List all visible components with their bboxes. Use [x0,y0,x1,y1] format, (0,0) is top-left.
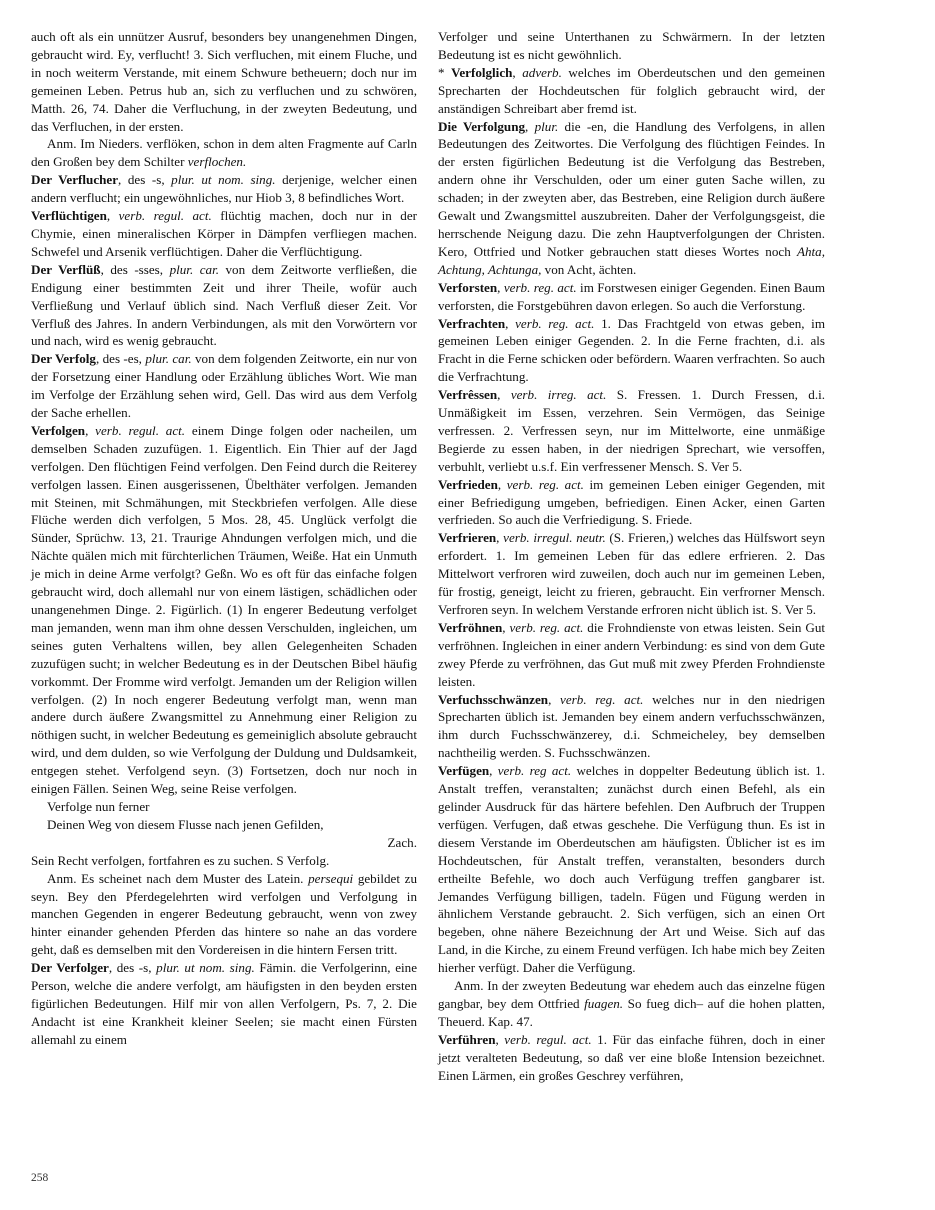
grammar-note: verb. regul. act. [504,1031,592,1047]
grammar-note: verb. irregul. neutr. [503,530,606,546]
text-run: flüchtig machen, doch nur in der Chymie, einen mineralischen Körper in Dämpfen verfliegen machen. Schwefel und Arsenik verflüchtigen. Daher die Verflüchtigung. [31,208,417,259]
text-run: Fämin. die Verfolgerinn, eine Person, welche die andere verfolgt, am häufigsten in den beyden ersten figürlichen Bedeutungen. Hilf mir von allen Verfolgern, Ps. 7, 2. Die Andacht ist eine Krankheit kleiner Seelen; sie macht einen Fürsten allemahl zu einem [31,960,418,1047]
text-run: welches nur in den niedrigen Sprecharten üblich ist. Jemanden bey einem andern verfuchsschwänzen, ihm durch Fuchsschwänzerey, d.i. Schmeicheley, bey demselben nachtheilig werden. S. Fuchsschwänzen. [438,691,825,761]
text-run: * [438,64,452,80]
text-run: von dem Zeitworte verfließen, die Endigung einer bestimmten Zeit und ihrer Theile, wofür auch Verfließung und Verlauf üblich sind. Nach Verfluß dieser Zeit. Vor Verfluß des Jahres. In andern Verbindungen, als mit den Vorwörtern vor und nach, wird es wenig gebraucht. [31,261,417,349]
grammar-note: verb. reg. act. [560,691,644,707]
grammar-note: Ahta, Achtung, Achtunga, [438,243,825,277]
entry-paragraph [31,422,417,798]
text-run: So fueg dich– auf die hohen platten, Theuerd. Kap. 47. [438,995,825,1029]
headword: Verfügen [438,763,490,779]
grammar-note: verb. reg. act. [509,619,584,635]
entry-paragraph [31,852,417,870]
text-run: Verfolger und seine Unterthanen zu Schwärmern. In der letzten Bedeutung ist es nicht gewöhnlich. [438,29,825,62]
entry-paragraph [31,171,417,207]
annotation-paragraph [31,135,417,171]
page-number: 258 [31,1172,49,1184]
entry-paragraph [438,64,825,118]
headword: Die Verfolgung [438,118,526,134]
grammar-note: verb. regul. act. [95,422,186,438]
text-run: auch oft als ein unnützer Ausruf, besonders bey unangenehmen Dingen, gebraucht wird. Ey, verflucht! 3. Sich verfluchen, mit einem Fluche, und in noch weiterm Verstande, mit einem Schwure betheuern; doch nur im gemeinen Leben. Petrus hub an, sich zu verfluchen und zu schwören, Matth. 26, 74. Daher die Verfluchung, in der zweyten Bedeutung, und das Verfluchen, in der ersten. [31,29,417,134]
text-run: Deinen Weg von diesem Flusse nach jenen Gefilden, [47,816,324,832]
text-run: welches im Oberdeutschen und den gemeinen Sprecharten der Hochdeutschen für folglich gebraucht wird, der anständigen Schreibart aber fremd ist. [438,64,826,116]
grammar-note: verb. reg. act. [503,279,577,295]
headword: Verfolglich [451,64,513,80]
grammar-note: plur. car. [145,351,192,367]
entry-paragraph [31,28,417,135]
entry-paragraph [438,691,825,763]
grammar-note: persequi [308,870,354,886]
text-run: Verfolge nun ferner [47,798,150,814]
text-run: , [106,208,119,224]
entry-paragraph [438,279,825,315]
grammar-note: plur. ut nom. sing. [156,960,255,976]
text-run: 1. Das Frachtgeld von etwas geben, im gemeinen Leben einiger Gegenden. 2. In die Ferne frachten, d.i. als Fracht in die Ferne schicken oder befördern. Waaren verfrachten. So auch die Verfrachtung. [438,315,826,385]
text-run: , [497,387,511,403]
text-run: im gemeinen Leben einiger Gegenden, mit einer Befriedigung umgeben, befriedigen. Einen Acker, einen Garten verfrieden. So auch die Verfriedigung. S. Friede. [438,476,825,528]
grammar-note: verb. regul. act. [118,208,212,224]
entry-paragraph [438,118,825,279]
headword: Verführen [438,1031,496,1047]
text-run: im Forstwesen einiger Gegenden. Einen Baum verforsten, die Forstgebühren davon erlegen. So auch die Verforstung. [438,279,826,313]
headword: Verfrachten [438,315,506,331]
entry-paragraph [438,619,825,691]
right-column [438,28,825,1084]
headword: Verflüchtigen [31,208,107,224]
text-run: , [85,422,96,438]
entry-paragraph [438,28,825,64]
text-run: , [525,118,535,134]
text-run: von dem folgenden Zeitworte, ein nur von der Forsetzung einer Handlung oder Erzählung übliches Wort. Wie man im Verfolge der Erzählung sehen wird, Gell. Das wird aus dem Verfolg der Sache erhellen. [31,351,417,421]
text-run: , [505,315,516,331]
text-run: S. Fressen. 1. Durch Fressen, d.i. Unmäßigkeit im Essen, verzehren. Sein Vermögen, das Seinige verfressen. 2. Verfressen seyn, nur im Mittelworte, eine unmäßige Begierde zu essen haben, in der niedrigen Sprechart, wie versoffen, verbuhlt, verliebt u.s.f. Ein verfressener Mensch. S. Ver 5. [438,387,825,474]
headword: Verfuchsschwänzen [438,691,549,707]
text-run: Zach. [387,834,417,850]
text-run: die -en, die Handlung des Verfolgens, in allen Bedeutungen des Zeitwortes. Die Verfolgung des flüchtigen Feindes. In der ersten figürlichen Bedeutung ist die Verfolgung das Bestreben, andern ohne ihr Verschulden, oder um einer guten Sache willen, zu schaden; in der zweyten aber, das Bestreben, eine Religion durch äußere Gewalt und Zwangsmittel auszubreiten. Daher der Verfolgungsgeist, die herrschende Neigung dazu. Die zehn Hauptverfolgungen der Christen. Kero, Ottfried und Notker gebrauchen statt dieses Wortes noch [438,118,826,259]
headword: Verfrieden [438,476,498,492]
text-run: , des -s, [118,172,172,188]
entry-paragraph [438,476,825,530]
grammar-note: plur. car. [169,261,219,277]
verse-line [31,798,417,816]
text-run: , [512,64,523,80]
headword: Der Verfolg [31,351,96,367]
text-run: , [497,476,507,492]
entry-paragraph [438,1031,825,1085]
text-run: Sein Recht verfolgen, fortfahren es zu suchen. S Verfolg. [31,852,330,868]
grammar-note: plur. ut nom. sing. [171,172,276,188]
grammar-note: verb. reg. act. [515,315,595,331]
text-run: die Frohndienste von etwas leisten. Sein Gut verfröhnen. Ingleichen in einer andern Verbindung: es sind von dem Gute zwey Pferde zu verfröhnen, das Gut muß mit zwey Pferden Frohndienste leisten. [438,619,826,689]
text-run: derjenige, welcher einen andern verflucht; ein ungewöhnliches, nur Hiob 3, 8 befindliches Wort. [31,172,417,206]
text-run: , [496,530,504,546]
text-run: , [489,763,498,779]
text-run: Anm. Im Nieders. verflöken, schon in dem alten Fragmente auf Carln den Großen bey dem Schilter [31,136,417,170]
grammar-note: adverb. [522,64,562,80]
left-column [31,28,417,1049]
verse-line [31,816,417,834]
headword: Verfröhnen [438,619,503,635]
entry-paragraph [438,529,825,619]
text-run: , des -sses, [100,261,170,277]
text-run: einem Dinge folgen oder nacheilen, um demselben Schaden zuzufügen. 1. Eigentlich. Ein Thier auf der Jagd verfolgen. Den flüchtigen Feind verfolgen. Den Feind durch die Reiterey verfolgen lassen. Einen ausgerissenen, Übelthäter verfolgen. Jemanden mit Steinen, mit Schmähungen, mit Steckbriefen verfolgen. Alle diese Flüche werden dich verfolgen, 5 Mos. 28, 45. Unglück verfolgt die Sünder, Sprüchw. 13, 21. Traurige Ahndungen verfolgen mich, und die Nächte quälen mich mit fürchterlichen Träumen, Weiße. Hat ein Unmuth je mich in deine Arme verfolgt? Geßn. Wo es oft für das einfache folgen gebraucht wird, doch allemahl nur von einem lästigen, schädlichen oder unangenehmen Dinge. 2. Figürlich. (1) In engerer Bedeutung verfolget man jemanden, wenn man ihm ohne dessen Verschulden, ingleichen, um seines guten Verhaltens willen, bey allen Gelegenheiten Schaden zuzufügen sucht; in welcher Bedeutung es in der Deutschen Bibel häufig vorkommt. Der Fromme wird verfolgt. Jemanden um der Religion willen verfolgen. (2) In noch engerer Bedeutung verfolgt man, wenn man andere durch äußere Zwangsmittel zu Annehmung einer Religion zu nöthigen sucht, in welcher Bedeutung es gemeiniglich absolute gebraucht wird, und dem dulden, so wie Verfolgung der Duldung und Duldsamkeit, entgegen stehet. Verfolgend seyn. (3) Fortsetzen, doch nur noch in einigen Fällen. Seinen Weg, seine Reise verfolgen. [31,422,417,797]
entry-paragraph [438,762,825,977]
headword: Verfrêssen [438,387,498,403]
text-run: , [548,691,561,707]
entry-paragraph [31,959,417,1049]
headword: Der Verfolger [31,960,109,976]
grammar-note: verb. reg act. [497,763,572,779]
text-run: , des -es, [95,351,146,367]
headword: Verfolgen [31,422,86,438]
annotation-paragraph [31,870,417,960]
text-run: Anm. In der zweyten Bedeutung war ehedem auch das einzelne fügen gangbar, bey dem Ottfried [438,978,825,1011]
text-run: , [497,279,504,295]
text-run: , [502,619,510,635]
headword: Der Verflucher [31,172,119,188]
text-run: Anm. Es scheinet nach dem Muster des Latein. [47,870,309,886]
grammar-note: verflochen. [187,154,247,170]
headword: Verforsten [438,279,498,295]
verse-attribution [31,834,417,852]
annotation-paragraph [438,977,825,1031]
entry-paragraph [31,207,417,261]
text-run: gebildet zu seyn. Bey den Pferdegelehrten wird verfolgen und Verfolgung in manchen Gegenden in engerer Bedeutung gebraucht, wenn von zwey hinter einander gehenden Pferden das hintere so nahe an das vordere geht, daß es demselben mit den Vordereisen in die hintern Fersen tritt. [31,870,417,958]
text-run: von Acht, ächten. [541,261,637,277]
grammar-note: verb. irreg. act. [510,387,607,403]
headword: Verfrieren [438,530,497,546]
grammar-note: verb. reg. act. [506,476,584,492]
entry-paragraph [438,386,825,476]
text-run: welches in doppelter Bedeutung üblich ist. 1. Anstalt treffen, veranstalten; zunächst durch einen Befehl, als ein gelinder Ausdruck für das härtere befehlen. Den Aufbruch der Truppen verfügen. Verfugen, daß etwas geschehe. Die Verfügung thun. Es ist in diesem Verstande im Oberdeutschen am häufigsten. Üblicher ist es im Hochdeutschen, für Anstalt treffen, veranstalten, besonders durch ertheilte Befehle, wo doch auch Verfügung treffen gangbarer ist. Jemandes Verfügung billigen, tadeln. Fügen und Fügung werden in ähnlichem Verstande gebraucht. 2. Sich verfügen, sich an einen Ort begeben, ohne nähere Bezeichnung der Art und Weise. Sich auf das Land, in die Kirche, zu einem Freund verfügen. Ich habe mich bey Zeiten hierher verfügt. Daher die Verfügung. [438,763,825,976]
text-run: , des -s, [108,960,157,976]
entry-paragraph [31,350,417,422]
text-run: 1. Für das einfache führen, doch in einer jetzt veralteten Bedeutung, so daß ver eine bloße Intension bezeichnet. Einen Lärmen, ein großes Geschrey verführen, [438,1031,825,1083]
text-run: , [495,1031,505,1047]
grammar-note: plur. [534,118,559,134]
grammar-note: fuagen. [584,995,624,1011]
text-run: (S. Frieren,) welches das Hülfswort seyn erfordert. 1. Im gemeinen Leben für das edlere erfrieren. 2. Das Mittelwort verfroren wird zuweilen, doch auch nur im gemeinen Leben, für frostig, geneigt, leicht zu frieren, gebraucht. Ein verfrorner Mensch. Verfroren seyn. In welchem Verstande erfroren nicht üblich ist. S. Ver 5. [438,530,825,617]
entry-paragraph [31,261,417,351]
entry-paragraph [438,315,825,387]
headword: Der Verflüß [31,261,101,277]
